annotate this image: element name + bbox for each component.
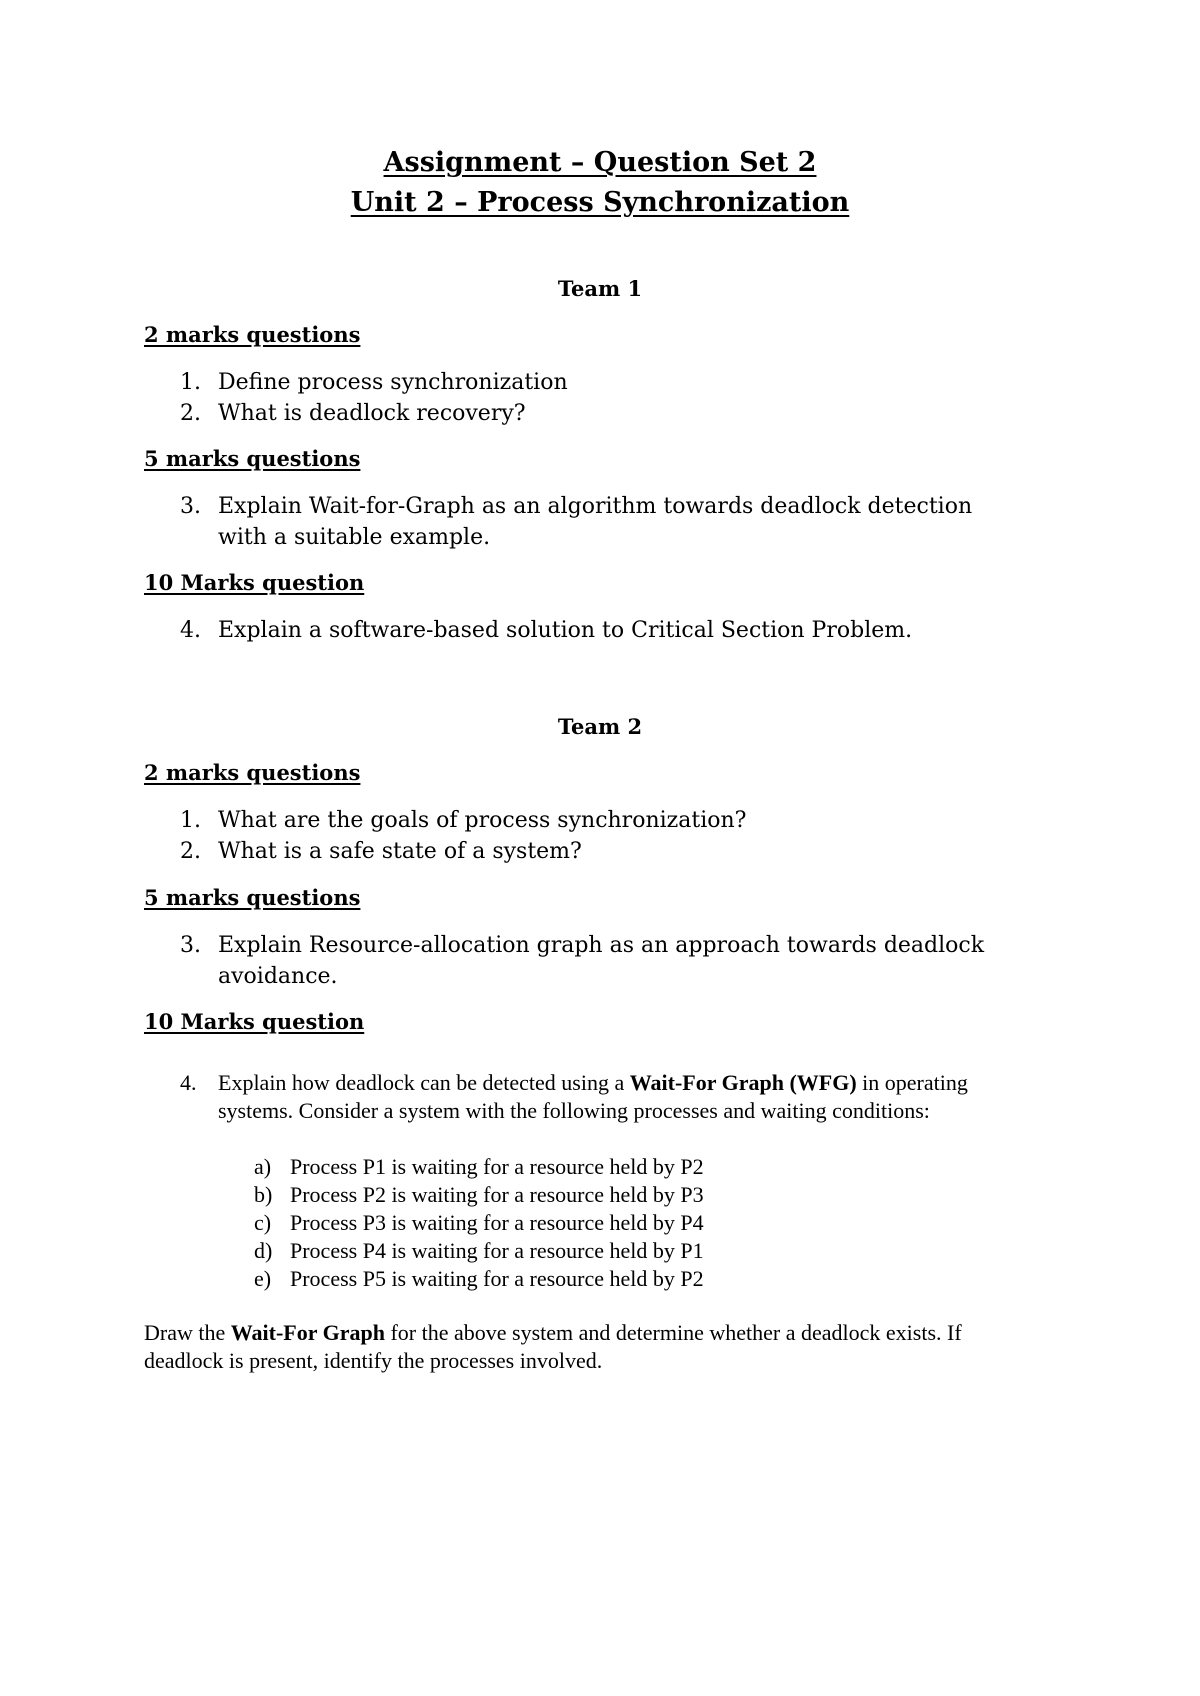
team-1-q3-number: 3. [180,494,201,519]
team-2-q3-number: 3. [180,933,201,958]
final-instruction-line-1 [144,1320,962,1346]
title-line-1: Assignment – Question Set 2 [383,147,817,178]
team-1-q3-text-line-2: with a suitable example. [218,525,491,550]
condition-label: e) [254,1266,272,1291]
team-1-10-marks-heading: 10 Marks question [144,570,365,595]
final-bold-wfg: Wait-For Graph [230,1320,385,1345]
team-1-q4-text: Explain a software-based solution to Critical Section Problem. [218,618,913,643]
team-1-heading: Team 1 [557,276,643,301]
team-1-q3-text-line-1: Explain Wait-for-Graph as an algorithm towards deadlock detection [218,494,973,519]
team-1-q2-number: 2. [180,401,201,426]
team-1-q1-text: Define process synchronization [218,370,568,395]
title-line-2: Unit 2 – Process Synchronization [350,187,850,218]
team-2-q3-text-line-1: Explain Resource-allocation graph as an approach towards deadlock [218,933,985,958]
final-instruction-line-2: deadlock is present, identify the processes involved. [144,1348,603,1373]
team-2-q4-number: 4. [180,1070,197,1095]
team-1-5-marks-heading: 5 marks questions [144,446,361,471]
final-text-part-3: for the above system and determine whether a deadlock exists. If [384,1320,962,1345]
team-2-q3-text-line-2: avoidance. [218,964,338,989]
condition-label: b) [254,1182,273,1207]
condition-text: Process P5 is waiting for a resource held by P2 [290,1266,704,1291]
team-2-10-marks-heading: 10 Marks question [144,1009,365,1034]
final-text-part-1: Draw the [144,1320,231,1345]
condition-text: Process P4 is waiting for a resource held by P1 [290,1238,704,1263]
team-2-q4-text-line-2: systems. Consider a system with the following processes and waiting conditions: [218,1098,930,1123]
team-2-5-marks-heading: 5 marks questions [144,885,361,910]
q4-text-part-3: in operating [856,1070,968,1095]
team-2-q1-number: 1. [180,808,201,833]
team-1-q2-text: What is deadlock recovery? [218,401,526,426]
condition-text: Process P3 is waiting for a resource held by P4 [290,1210,704,1235]
team-2-q2-text: What is a safe state of a system? [218,839,582,864]
condition-label: d) [254,1238,273,1263]
condition-text: Process P2 is waiting for a resource held by P3 [290,1182,704,1207]
q4-text-part-1: Explain how deadlock can be detected using a [218,1070,630,1095]
condition-text: Process P1 is waiting for a resource held by P2 [290,1154,704,1179]
condition-label: c) [254,1210,272,1235]
team-2-q1-text: What are the goals of process synchronization? [218,808,747,833]
team-2-2-marks-heading: 2 marks questions [144,760,361,785]
team-2-q4-text-line-1 [218,1070,968,1096]
team-2-q2-number: 2. [180,839,201,864]
team-1-2-marks-heading: 2 marks questions [144,322,361,347]
q4-bold-wfg: Wait-For Graph (WFG) [629,1070,857,1095]
condition-label: a) [254,1154,272,1179]
team-1-q4-number: 4. [180,618,201,643]
team-1-q1-number: 1. [180,370,201,395]
team-2-heading: Team 2 [557,714,643,739]
